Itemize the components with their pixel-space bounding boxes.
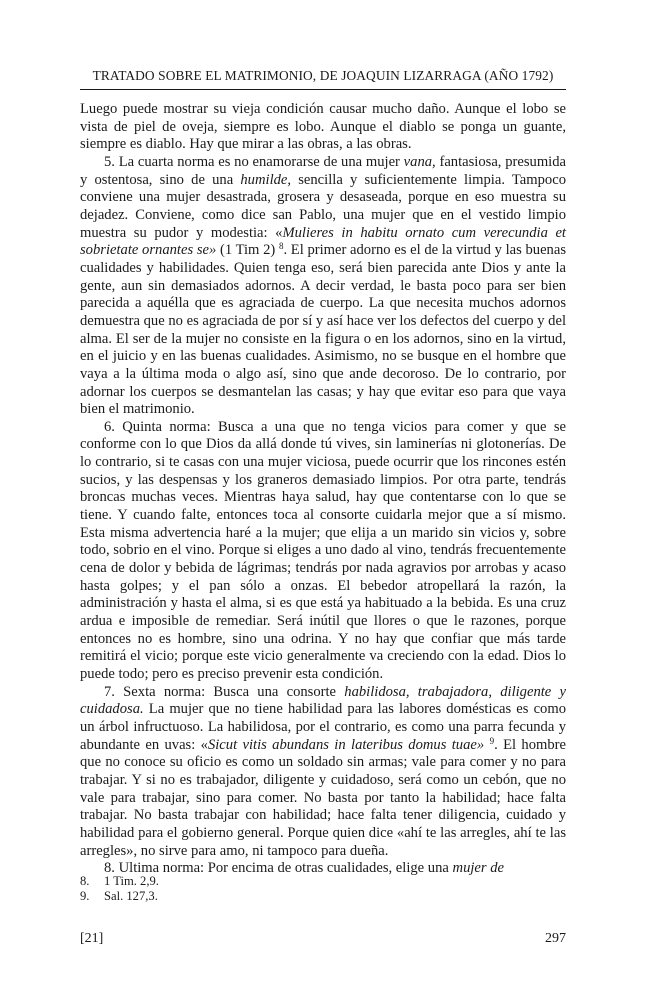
text-run: sencilla y suficientemente limpia. Tampoco conviene una mujer desastrada, grosera y desaseada, porque en eso muestra su dejadez. Conviene, como dice san Pablo, una mujer que en el vestido limpio muestra su pudor y modestia: « bbox=[80, 171, 566, 241]
footnote bbox=[80, 889, 566, 904]
paragraph-5 bbox=[80, 154, 566, 419]
paragraph-7 bbox=[80, 684, 566, 861]
footnote-text: 1 Tim. 2,9. bbox=[104, 874, 159, 888]
text-run: . El primer adorno es el de la virtud y las buenas cualidades y habilidades. Quien tenga eso, será bien parecida ante Dios y ante la gente, aun sin demasiados adornos. A decir verdad, le basta poco para ser bien parecida a aquélla que es agraciada de cuerpo. La que necesita muchos adornos demuestra que no es agraciada de por sí y así hace ver los defectos del cuerpo y del alma. El ser de la mujer no consiste en la figura o en los adornos, sino en la virtud, en el juicio y en las buenas cualidades. Asimismo, no se busque en el hombre que vaya a la última moda o algo así, sino que ande decoroso. De lo contrario, por adornar los cuerpos se desmantelan las casas; y hay que evitar eso para que vaya bien el matrimonio. bbox=[80, 242, 566, 418]
paragraph-6: 6. Quinta norma: Busca a una que no tenga vicios para comer y que se conforme con lo que Dios da allá donde tú vives, sin laminerías ni glotonerías. De lo contrario, si te casas con una mujer viciosa, puede ocurrir que los rincones estén sucios, y las despensas y los graneros demasiado limpios. Por otra parte, tendrás broncas muchas veces. Mientras haya salud, hay que contentarse con lo que se tiene. Y cuando falte, entonces toca al consorte cuidarla mejor que a sí mismo. Esta misma advertencia haré a la mujer; que elija a un marido sin vicios y, sobre todo, sobrio en el vino. Porque si eliges a uno dado al vino, tendrás frecuentemente cena de dolor y bebida de lágrimas; tendrás por nada agravios por arrobas y acaso hasta golpes; y el pan sólo a onzas. El bebedor atropellará la razón, la administración y hasta el alma, si es que está ya habituado a la bebida. Es una cruz ardua e imposible de remediar. Será inútil que llores o que le razones, porque entonces no es hombre, sino una odrina. Y no hay que confiar que más tarde remitirá el vicio; porque este vicio generalmente va creciendo con la edad. Dios lo puede todo; pero es preciso prevenir esta condición. bbox=[80, 418, 566, 682]
running-header: TRATADO SOBRE EL MATRIMONIO, DE JOAQUIN LIZARRAGA (AÑO 1792) bbox=[92, 68, 554, 83]
italic-run: habilidosa, trabajadora, diligente y cuidadosa. bbox=[80, 683, 566, 718]
text-run: La mujer que no tiene habilidad para las labores domésticas es como un árbol infructuoso. La habilidosa, por el contrario, es como una parra fecunda y abundante en uvas: « bbox=[80, 701, 566, 753]
italic-run: mujer de bbox=[452, 860, 505, 877]
latin-quote: Mulieres in habitu ornato cum verecundia et sobrietate ornantes se» bbox=[80, 224, 566, 259]
text-run: fantasiosa, presumida y ostentosa, sino de una bbox=[80, 153, 566, 188]
text-run: 8. Ultima norma: Por encima de otras cualidades, elige una bbox=[104, 860, 453, 877]
footnote-number: 8. bbox=[80, 874, 90, 888]
section-marker: [21] bbox=[80, 931, 104, 946]
text-run: (1 Tim 2) bbox=[216, 242, 279, 259]
header-rule bbox=[80, 89, 566, 90]
footnote bbox=[80, 874, 566, 889]
italic-run: vana, bbox=[403, 153, 436, 170]
paragraph-1: Luego puede mostrar su vieja condición causar mucho daño. Aunque el lobo se vista de piel de oveja, siempre es lobo. Aunque el diablo se ponga un guante, siempre es diablo. Hay que mirar a las obras, a las obras. bbox=[80, 101, 566, 153]
footnote-text: Sal. 127,3. bbox=[104, 889, 158, 903]
body-text bbox=[80, 101, 566, 878]
footnote-ref-8: 8 bbox=[278, 241, 284, 252]
footnote-number: 9. bbox=[80, 889, 90, 903]
footnote-ref-9: 9 bbox=[489, 735, 495, 746]
text-run: . El hombre que no conoce su oficio es como un soldado sin armas; vale para comer y no para trabajar. Y si no es trabajador, diligente y cuidadoso, será como un cebón, que no vale para trabajar, sino para comer. No basta por tanto la habilidad; hace falta trabajar. No basta trabajar con habilidad; hace falta tener diligencia, cuidado y habilidad para el gobierno general. Porque quien dice «ahí te las arregles, ahí te las arregles», no sirve para amo, ni tampoco para dueña. bbox=[80, 736, 566, 859]
footnotes bbox=[80, 874, 566, 904]
italic-run: humilde, bbox=[240, 171, 292, 188]
text-run: 7. Sexta norma: Busca una consorte bbox=[104, 683, 345, 700]
latin-quote: Sicut vitis abundans in lateribus domus tuae» bbox=[207, 736, 485, 753]
text-run: 5. La cuarta norma es no enamorarse de una mujer bbox=[104, 153, 404, 170]
page-number: 297 bbox=[545, 931, 566, 946]
